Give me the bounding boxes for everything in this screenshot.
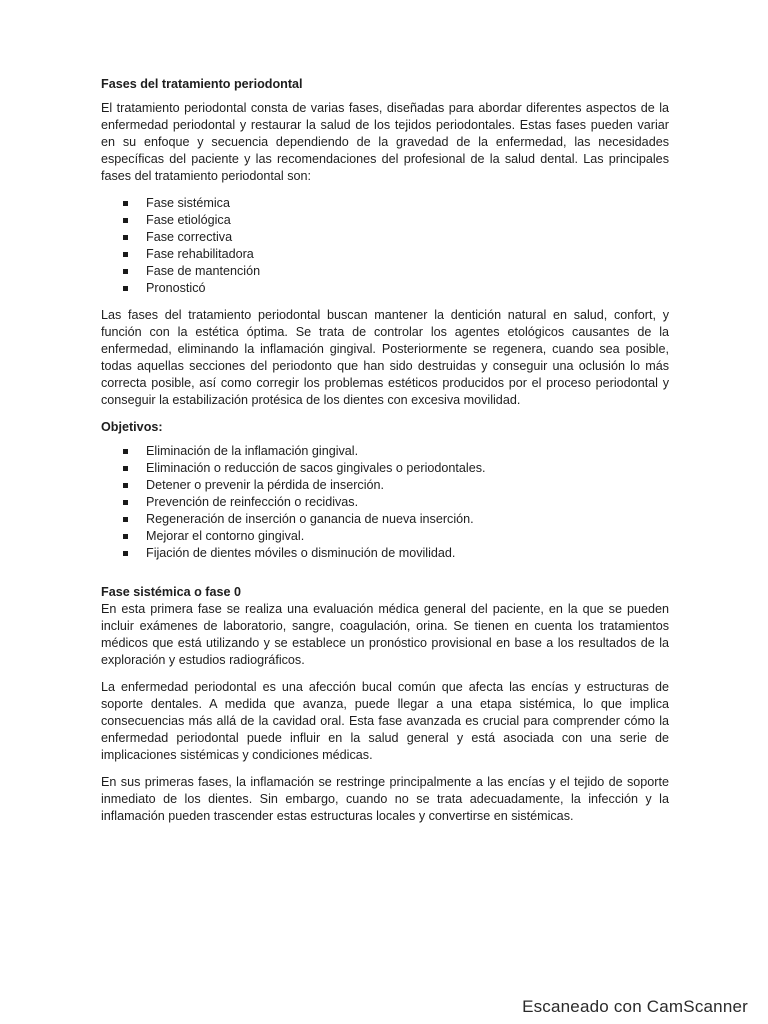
square-bullet-icon: [123, 286, 128, 291]
square-bullet-icon: [123, 483, 128, 488]
square-bullet-icon: [123, 449, 128, 454]
phases-list: [101, 195, 669, 297]
objectives-list: [101, 443, 669, 562]
fase0-paragraph: La enfermedad periodontal es una afección bucal común que afecta las encías y estructuras de soporte dentales. A medida que avanza, puede llegar a una etapa sistémica, lo que implica consecuencias más allá de la cavidad oral. Esta fase avanzada es crucial para comprender cómo la enfermedad periodontal puede influir en la salud general y está asociada con una serie de implicaciones sistémicas y condiciones médicas.: [101, 680, 669, 762]
list-item: Fase correctiva: [123, 229, 669, 246]
list-item: Mejorar el contorno gingival.: [123, 528, 669, 545]
list-item: Fijación de dientes móviles o disminución de movilidad.: [123, 545, 669, 562]
list-item: Prevención de reinfección o recidivas.: [123, 494, 669, 511]
square-bullet-icon: [123, 269, 128, 274]
fase0-heading: Fase sistémica o fase 0: [101, 585, 242, 599]
square-bullet-icon: [123, 517, 128, 522]
square-bullet-icon: [123, 252, 128, 257]
square-bullet-icon: [123, 218, 128, 223]
square-bullet-icon: [123, 201, 128, 206]
square-bullet-icon: [123, 500, 128, 505]
list-item: Detener o prevenir la pérdida de inserción.: [123, 477, 669, 494]
square-bullet-icon: [123, 235, 128, 240]
square-bullet-icon: [123, 534, 128, 539]
list-item: Fase etiológica: [123, 212, 669, 229]
intro-paragraph: El tratamiento periodontal consta de varias fases, diseñadas para abordar diferentes aspectos de la enfermedad periodontal y restaurar la salud de los tejidos periodontales. Estas fases pueden variar en su enfoque y secuencia dependiendo de la gravedad de la enfermedad, las necesidades específicas del paciente y las recomendaciones del profesional de la salud dental. Las principales fases del tratamiento periodontal son:: [101, 101, 669, 183]
list-item: Eliminación o reducción de sacos gingivales o periodontales.: [123, 460, 669, 477]
scanner-watermark: Escaneado con CamScanner: [522, 997, 748, 1016]
list-item: Fase de mantención: [123, 263, 669, 280]
page-title: Fases del tratamiento periodontal: [101, 77, 303, 91]
fase0-paragraph: En esta primera fase se realiza una evaluación médica general del paciente, en la que se pueden incluir exámenes de laboratorio, sangre, coagulación, orina. Se tienen en cuenta los tratamientos médicos que está utilizando y se establece un pronóstico provisional en base a los resultados de la exploración y estudios radiográficos.: [101, 602, 669, 667]
objectives-heading: Objetivos:: [101, 420, 163, 434]
square-bullet-icon: [123, 551, 128, 556]
fase0-paragraph: En sus primeras fases, la inflamación se restringe principalmente a las encías y el tejido de soporte inmediato de los dientes. Sin embargo, cuando no se trata adecuadamente, la infección y la inflamación pueden trascender estas estructuras locales y convertirse en sistémicas.: [101, 775, 669, 823]
square-bullet-icon: [123, 466, 128, 471]
list-item: Regeneración de inserción o ganancia de nueva inserción.: [123, 511, 669, 528]
document-page: [101, 76, 669, 835]
fase0-section: [101, 584, 669, 825]
goals-paragraph: Las fases del tratamiento periodontal buscan mantener la dentición natural en salud, confort, y función con la estética óptima. Se trata de controlar los agentes etológicos causantes de la enfermedad, eliminando la inflamación gingival. Posteriormente se regenera, cuando sea posible, todas aquellas secciones del periodonto que han sido destruidas y conseguir una oclusión lo más correcta posible, así como corregir los problemas estéticos producidos por el proceso periodontal y conseguir la estabilización protésica de los dientes con excesiva movilidad.: [101, 308, 669, 407]
list-item: Fase rehabilitadora: [123, 246, 669, 263]
list-item: Eliminación de la inflamación gingival.: [123, 443, 669, 460]
list-item: Fase sistémica: [123, 195, 669, 212]
list-item: Pronosticó: [123, 280, 669, 297]
